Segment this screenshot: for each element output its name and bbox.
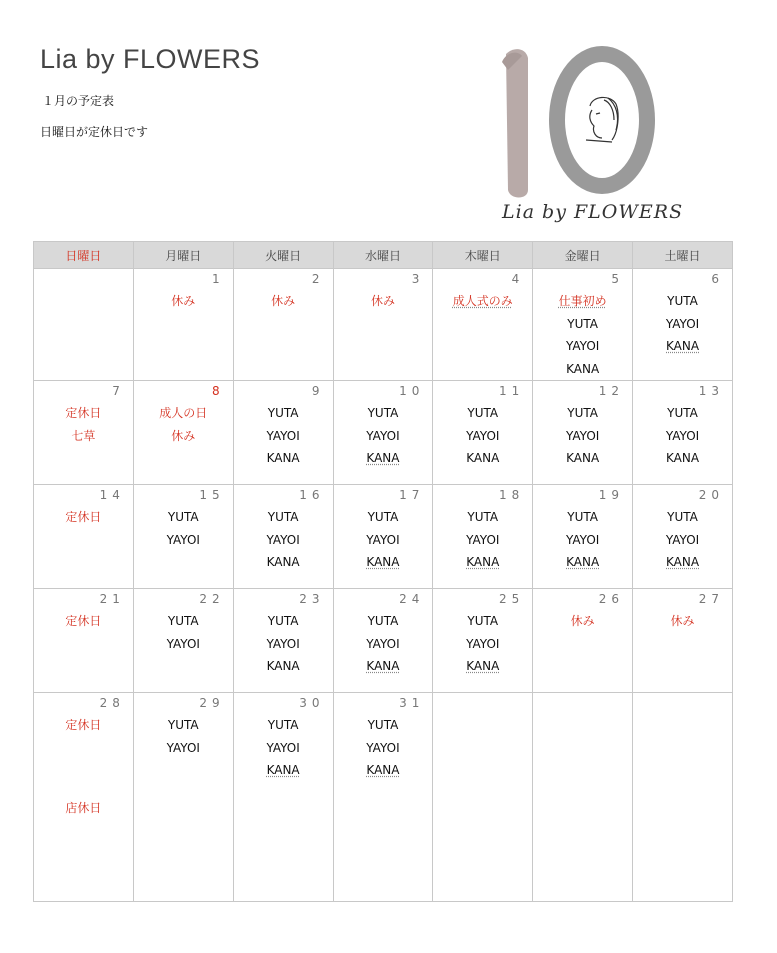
day-cell xyxy=(233,269,333,381)
schedule-note: 休み xyxy=(271,294,296,308)
staff-name: YUTA xyxy=(567,510,598,524)
staff-name: YUTA xyxy=(367,718,399,732)
staff-name: YAYOI xyxy=(366,532,400,547)
day-entries xyxy=(533,610,632,633)
day-cell xyxy=(233,693,333,902)
staff-name: YAYOI xyxy=(166,532,200,547)
day-cell xyxy=(133,381,233,485)
day-entries xyxy=(134,714,233,759)
day-cell xyxy=(133,485,233,589)
staff-name: KANA xyxy=(466,451,500,465)
staff-name: KANA xyxy=(266,763,300,777)
day-cell xyxy=(34,381,134,485)
day-cell xyxy=(133,693,233,902)
weekday-header: 金曜日 xyxy=(533,242,633,269)
day-entries xyxy=(533,402,632,470)
day-number: 26 xyxy=(598,592,625,606)
day-cell xyxy=(333,381,433,485)
staff-name: YAYOI xyxy=(665,428,700,443)
day-entries xyxy=(34,402,133,447)
day-number xyxy=(533,693,632,714)
staff-name: YUTA xyxy=(267,718,299,732)
staff-name: KANA xyxy=(266,555,300,569)
day-cell xyxy=(133,589,233,693)
day-number xyxy=(633,693,732,714)
staff-name: KANA xyxy=(266,451,300,465)
staff-name: YAYOI xyxy=(665,316,700,331)
day-entries xyxy=(334,290,433,313)
day-cell xyxy=(633,381,733,485)
schedule-note: 定休日 xyxy=(65,718,102,732)
schedule-note: 定休日 xyxy=(65,614,102,628)
schedule-note: 休み xyxy=(670,614,695,628)
day-number: 11 xyxy=(498,384,525,398)
staff-name: YUTA xyxy=(367,614,399,628)
weekday-header: 水曜日 xyxy=(333,242,433,269)
day-cell xyxy=(233,485,333,589)
week-row xyxy=(34,589,733,693)
week-row xyxy=(34,381,733,485)
staff-name: KANA xyxy=(266,659,300,673)
day-entries xyxy=(633,290,732,358)
staff-name: YAYOI xyxy=(266,636,300,651)
schedule-note: 仕事初め xyxy=(558,294,607,308)
day-cell xyxy=(34,589,134,693)
day-number xyxy=(433,693,532,714)
day-number: 1 xyxy=(212,272,225,286)
day-cell xyxy=(433,693,533,902)
staff-name: KANA xyxy=(666,555,700,569)
day-number: 21 xyxy=(99,592,125,606)
day-cell xyxy=(633,485,733,589)
staff-name: KANA xyxy=(666,339,700,353)
day-cell xyxy=(333,485,433,589)
day-cell xyxy=(633,589,733,693)
logo-caption: Lia by FLOWERS xyxy=(502,201,684,223)
staff-name: YAYOI xyxy=(166,636,200,651)
day-number: 5 xyxy=(611,272,625,286)
staff-name: YUTA xyxy=(467,614,499,628)
staff-name: YAYOI xyxy=(466,532,500,547)
day-number: 13 xyxy=(698,384,724,398)
day-cell xyxy=(433,485,533,589)
weekday-header: 火曜日 xyxy=(233,242,333,269)
staff-name: YAYOI xyxy=(266,740,300,755)
day-cell xyxy=(633,269,733,381)
staff-name: KANA xyxy=(566,451,600,465)
schedule-note: 休み xyxy=(370,294,395,308)
staff-name: YAYOI xyxy=(366,636,400,651)
schedule-note: 成人式のみ xyxy=(452,294,513,308)
day-number: 6 xyxy=(711,272,724,286)
schedule-note: 七草 xyxy=(71,428,96,443)
weekday-header: 日曜日 xyxy=(34,242,134,269)
staff-name: YUTA xyxy=(667,510,698,524)
day-number: 14 xyxy=(99,488,125,502)
day-entries xyxy=(34,714,133,819)
staff-name: YAYOI xyxy=(266,532,300,547)
staff-name: YAYOI xyxy=(366,428,400,443)
day-number: 28 xyxy=(99,696,125,710)
day-entries xyxy=(533,506,632,574)
day-entries xyxy=(633,506,732,574)
day-entries xyxy=(134,610,233,655)
staff-name: YUTA xyxy=(167,510,199,524)
weekday-header: 木曜日 xyxy=(433,242,533,269)
staff-name: YUTA xyxy=(567,316,598,331)
day-number: 30 xyxy=(299,696,325,710)
day-cell xyxy=(433,589,533,693)
day-cell xyxy=(333,693,433,902)
day-cell xyxy=(333,269,433,381)
day-entries xyxy=(34,610,133,633)
staff-name: KANA xyxy=(466,555,500,569)
day-number: 19 xyxy=(598,488,625,502)
staff-name: YUTA xyxy=(167,718,199,732)
day-cell xyxy=(34,269,134,381)
day-number: 20 xyxy=(698,488,724,502)
day-entries xyxy=(234,402,333,470)
staff-name: YUTA xyxy=(167,614,199,628)
staff-name: YAYOI xyxy=(366,740,400,755)
month-subtitle: １月の予定表 xyxy=(42,94,115,108)
day-number: 29 xyxy=(199,696,225,710)
day-number: 24 xyxy=(399,592,425,606)
day-number: 23 xyxy=(299,592,325,606)
day-entries xyxy=(334,610,433,678)
weekday-header: 月曜日 xyxy=(133,242,233,269)
staff-name: KANA xyxy=(566,555,600,569)
schedule-note: 定休日 xyxy=(65,406,102,420)
week-row xyxy=(34,485,733,589)
staff-name: YUTA xyxy=(667,406,698,420)
day-number: 15 xyxy=(199,488,225,502)
day-number: 9 xyxy=(311,384,325,398)
day-number: 22 xyxy=(199,592,225,606)
day-cell xyxy=(533,693,633,902)
weekday-header-row xyxy=(34,242,733,269)
day-number: 4 xyxy=(511,272,525,286)
day-cell xyxy=(233,381,333,485)
staff-name: KANA xyxy=(366,555,400,569)
day-number: 16 xyxy=(299,488,325,502)
day-entries xyxy=(433,610,532,678)
staff-name: KANA xyxy=(366,451,400,465)
staff-name: YAYOI xyxy=(266,428,300,443)
day-number: 17 xyxy=(399,488,425,502)
weekday-header: 土曜日 xyxy=(633,242,733,269)
day-cell xyxy=(233,589,333,693)
day-cell xyxy=(333,589,433,693)
staff-name: YAYOI xyxy=(466,636,500,651)
schedule-note: 休み xyxy=(570,614,595,628)
day-cell xyxy=(533,381,633,485)
day-cell xyxy=(34,485,134,589)
staff-name: YUTA xyxy=(667,294,698,308)
day-entries xyxy=(533,290,632,380)
staff-name: YAYOI xyxy=(665,532,700,547)
schedule-note: 定休日 xyxy=(65,510,102,524)
day-number: 2 xyxy=(311,272,325,286)
day-cell xyxy=(633,693,733,902)
staff-name: YUTA xyxy=(467,510,499,524)
staff-name: YUTA xyxy=(367,510,399,524)
day-entries xyxy=(234,290,333,313)
day-cell xyxy=(533,589,633,693)
staff-name: YAYOI xyxy=(565,339,600,353)
day-entries xyxy=(334,402,433,470)
staff-name: YUTA xyxy=(267,614,299,628)
schedule-calendar xyxy=(33,241,733,902)
schedule-note: 成人の日 xyxy=(159,406,208,420)
day-cell xyxy=(34,693,134,902)
staff-name: YUTA xyxy=(367,406,399,420)
staff-name: YUTA xyxy=(567,406,598,420)
schedule-note: 休み xyxy=(171,428,196,443)
day-entries xyxy=(433,402,532,470)
day-number: 12 xyxy=(598,384,625,398)
closed-day-note: 日曜日が定休日です xyxy=(40,125,149,139)
day-number: 27 xyxy=(698,592,724,606)
day-number: 3 xyxy=(411,272,425,286)
schedule-note: 休み xyxy=(171,294,196,308)
day-entries xyxy=(134,290,233,313)
staff-name: KANA xyxy=(366,659,400,673)
day-number: 7 xyxy=(112,384,125,398)
week-row xyxy=(34,269,733,381)
staff-name: YAYOI xyxy=(466,428,500,443)
staff-name: KANA xyxy=(666,451,700,465)
day-cell xyxy=(533,485,633,589)
day-entries xyxy=(633,402,732,470)
day-number: 25 xyxy=(498,592,525,606)
staff-name: KANA xyxy=(466,659,500,673)
day-number: 31 xyxy=(399,696,425,710)
day-entries xyxy=(234,506,333,574)
day-entries xyxy=(234,714,333,782)
day-number: 18 xyxy=(498,488,525,502)
day-entries xyxy=(433,506,532,574)
day-cell xyxy=(433,381,533,485)
day-entries xyxy=(633,610,732,633)
staff-name: YAYOI xyxy=(166,740,200,755)
day-entries xyxy=(234,610,333,678)
day-entries xyxy=(34,506,133,529)
week-row xyxy=(34,693,733,902)
day-cell xyxy=(433,269,533,381)
staff-name: YUTA xyxy=(467,406,499,420)
staff-name: YAYOI xyxy=(565,428,600,443)
staff-name: YAYOI xyxy=(565,532,600,547)
schedule-note: 店休日 xyxy=(65,800,102,815)
staff-name: YUTA xyxy=(267,406,299,420)
day-entries xyxy=(334,506,433,574)
day-entries xyxy=(334,714,433,782)
day-cell xyxy=(533,269,633,381)
day-number: 10 xyxy=(399,384,425,398)
staff-name: YUTA xyxy=(267,510,299,524)
day-number xyxy=(34,269,133,290)
day-number: 8 xyxy=(212,384,225,398)
day-entries xyxy=(134,402,233,447)
staff-name: KANA xyxy=(366,763,400,777)
day-entries xyxy=(433,290,532,313)
page-title: Lia by FLOWERS xyxy=(40,44,261,74)
staff-name: KANA xyxy=(566,361,600,376)
day-entries xyxy=(134,506,233,551)
day-cell xyxy=(133,269,233,381)
